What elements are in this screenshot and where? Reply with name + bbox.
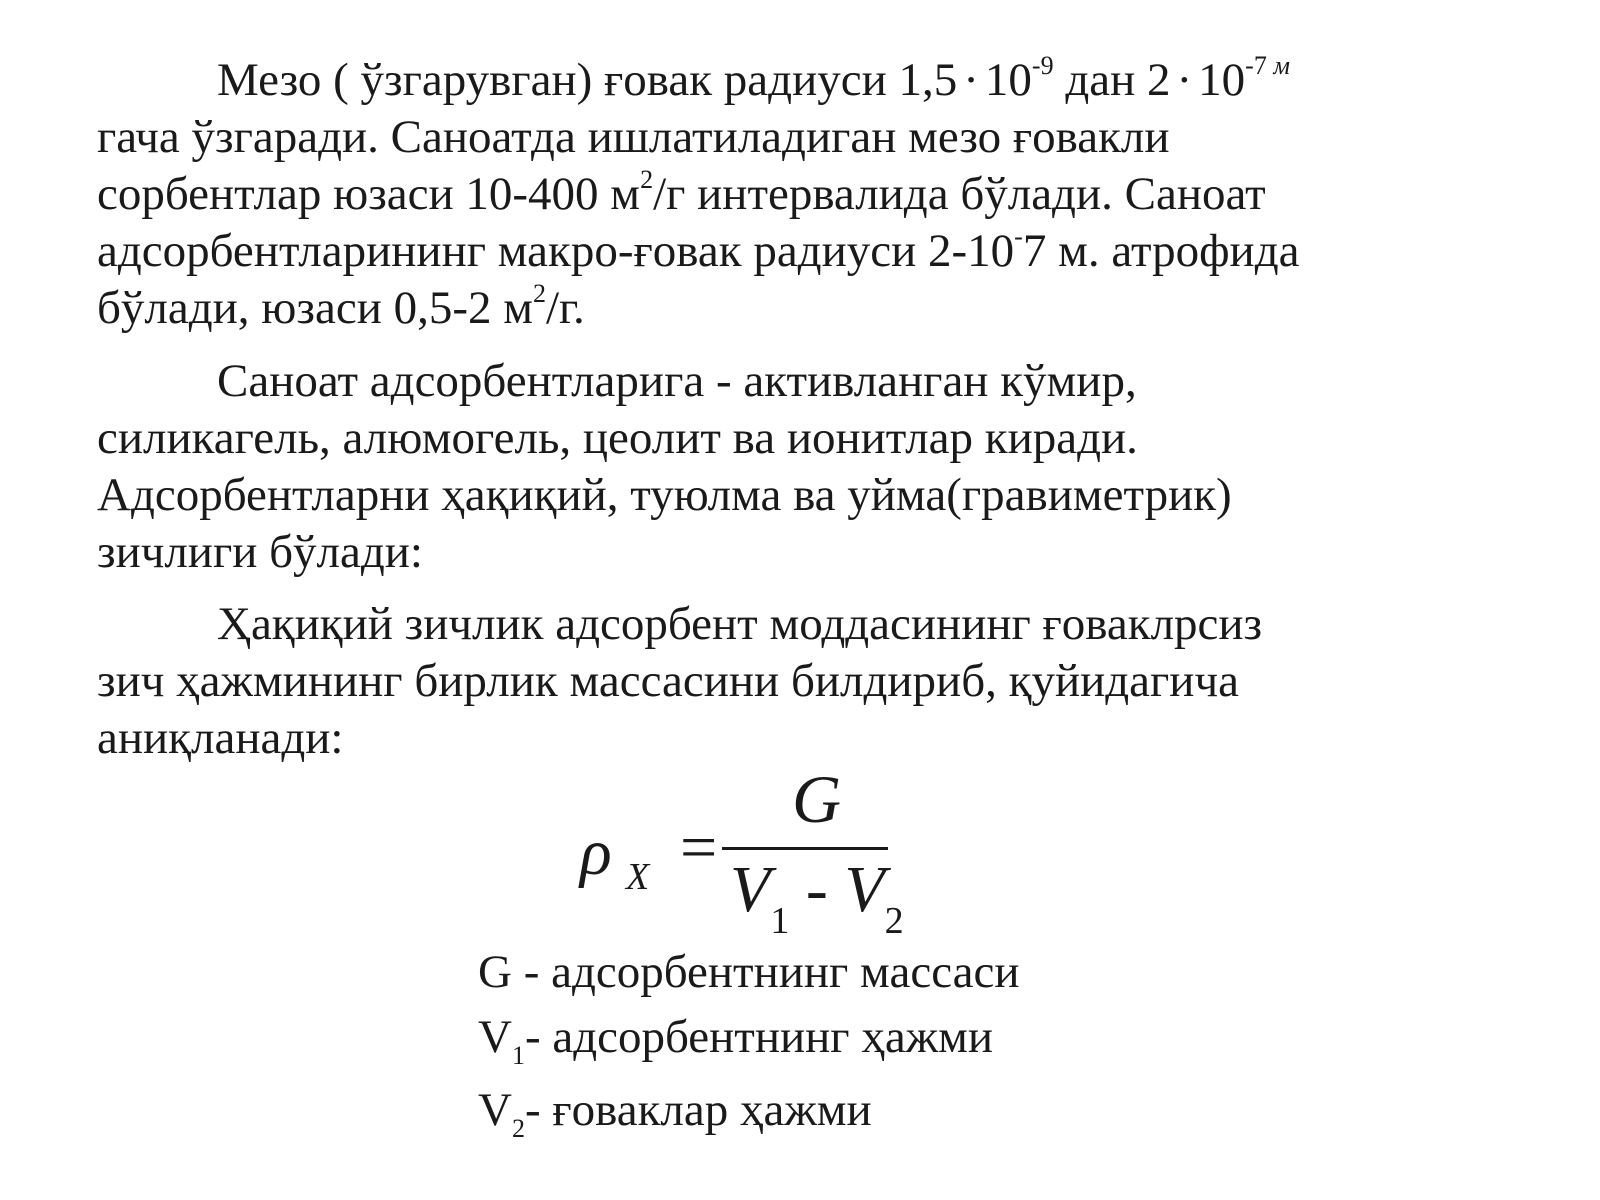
v2-subscript: 2 (884, 900, 904, 942)
text-line: Саноат адсорбентларига - активланган кўмир, (217, 355, 1137, 407)
rho-subscript: X (626, 856, 650, 898)
text-line: Ҳақиқий зичлик адсорбент моддасининг ғоваклрсиз (217, 598, 1263, 650)
legend-v1 (478, 1009, 994, 1070)
text-line: силикагель, алюмогель, цеолит ва ионитлар киради. (97, 412, 1138, 464)
text-segment: бўлади, юзаси 0,5-2 м (97, 282, 533, 334)
text-segment: адсорбентларининг макро-ғовак радиуси 2-10 (97, 225, 1015, 277)
fraction-bar (722, 847, 888, 850)
text-segment: Мезо ( ўзгарувган) ғовак радиуси 1,5 (217, 54, 958, 106)
v1-symbol: V (730, 853, 771, 926)
legend-text: - адсорбентнинг ҳажми (524, 1011, 994, 1063)
exponent: - (1014, 222, 1023, 251)
exponent: 2 (640, 165, 654, 194)
multiplication-dot: · (1176, 54, 1193, 106)
exponent: 2 (533, 279, 546, 308)
text-segment: сорбентлар юзаси 10-400 м (97, 168, 641, 220)
legend-g: G - адсорбентнинг массаси (478, 946, 1020, 998)
text-line (97, 280, 1477, 337)
text-line (97, 166, 1477, 223)
formula-denominator (730, 852, 904, 943)
text-line: зич ҳажмининг бирлик массасини билдириб, қуйидагича (97, 655, 1239, 707)
text-segment: 7 м. атрофида (1022, 225, 1300, 277)
equals-sign: = (680, 811, 718, 884)
v1-subscript: 1 (770, 900, 790, 942)
formula-numerator: G (792, 761, 842, 837)
text-segment: 10 (984, 54, 1032, 106)
density-formula (580, 760, 920, 940)
paragraph-industrial-adsorbents (97, 353, 1477, 581)
text-segment: /г. (546, 282, 585, 334)
text-segment: дан 2 (1053, 54, 1171, 106)
minus-sign: - (789, 853, 845, 926)
legend-v2 (478, 1082, 872, 1143)
text-segment: /г интервалида бўлади. Саноат (653, 168, 1266, 220)
text-line: зичлиги бўлади: (97, 526, 423, 578)
legend-subscript: 1 (511, 1041, 525, 1070)
exponent: -7 (1245, 51, 1267, 80)
exponent: -9 (1031, 51, 1054, 80)
legend-text: - ғоваклар ҳажми (524, 1084, 872, 1136)
legend-symbol: V (478, 1084, 512, 1136)
multiplication-dot: · (963, 54, 979, 106)
text-line (97, 223, 1477, 280)
text-line (97, 52, 1477, 109)
text-line: Адсорбентларни ҳақиқий, туюлма ва уйма(гравиметрик) (97, 469, 1232, 521)
paragraph-mesopores (97, 52, 1477, 337)
rho-symbol: ρ (580, 816, 612, 889)
legend-symbol: V (478, 1011, 512, 1063)
v2-symbol: V (844, 853, 885, 926)
text-line: гача ўзгаради. Саноатда ишлатиладиган мезо ғовакли (97, 111, 1170, 163)
text-line: аниқланади: (97, 712, 344, 764)
text-segment: 10 (1198, 54, 1246, 106)
legend-subscript: 2 (511, 1114, 525, 1143)
unit-label: м (1266, 51, 1290, 80)
paragraph-true-density (97, 596, 1477, 767)
